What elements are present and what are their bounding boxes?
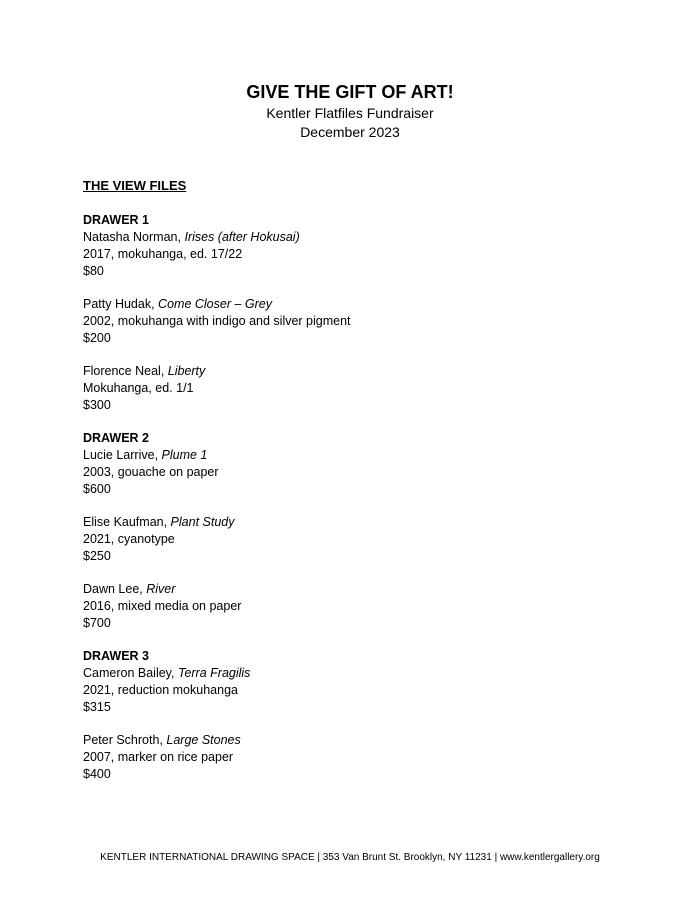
artwork-credit [83, 665, 643, 682]
drawer-2 [83, 430, 643, 632]
section-heading: THE VIEW FILES [83, 178, 187, 193]
artwork-title: River [146, 582, 176, 596]
artwork-title: Large Stones [166, 733, 241, 747]
artwork-title: Irises (after Hokusai) [184, 230, 300, 244]
artist-name: Elise Kaufman, [83, 515, 171, 529]
page-footer: KENTLER INTERNATIONAL DRAWING SPACE | 353 Van Brunt St. Brooklyn, NY 11231 | www.kentlergallery.org [100, 852, 600, 863]
artwork-entry [83, 581, 643, 632]
artwork-price: $250 [83, 549, 111, 563]
artwork-price: $315 [83, 700, 111, 714]
artwork-details: 2003, gouache on paper [83, 465, 219, 479]
artist-name: Florence Neal, [83, 364, 168, 378]
artwork-credit [83, 447, 643, 464]
artwork-entry [83, 363, 643, 414]
artwork-entry [83, 229, 643, 280]
artwork-credit [83, 732, 643, 749]
drawer-1 [83, 212, 643, 414]
artwork-price: $700 [83, 616, 111, 630]
artwork-entry [83, 665, 643, 716]
artwork-credit [83, 514, 643, 531]
page-subtitle: Kentler Flatfiles Fundraiser [266, 105, 434, 121]
artwork-title: Come Closer – Grey [158, 297, 272, 311]
artwork-entry [83, 732, 643, 783]
artwork-entry [83, 447, 643, 498]
artwork-details: 2016, mixed media on paper [83, 599, 242, 613]
drawer-label: DRAWER 2 [83, 431, 149, 445]
artwork-details: Mokuhanga, ed. 1/1 [83, 381, 194, 395]
drawer-label: DRAWER 3 [83, 649, 149, 663]
artist-name: Dawn Lee, [83, 582, 147, 596]
artwork-credit [83, 229, 643, 246]
artwork-price: $200 [83, 331, 111, 345]
artwork-entry [83, 296, 643, 347]
artwork-price: $600 [83, 482, 111, 496]
artwork-price: $80 [83, 264, 104, 278]
artwork-details: 2007, marker on rice paper [83, 750, 234, 764]
artwork-entry [83, 514, 643, 565]
document-body [83, 177, 643, 799]
page-title: GIVE THE GIFT OF ART! [246, 82, 454, 102]
page-date: December 2023 [300, 124, 400, 140]
artwork-details: 2002, mokuhanga with indigo and silver pigment [83, 314, 351, 328]
artwork-details: 2021, cyanotype [83, 532, 175, 546]
artist-name: Lucie Larrive, [83, 448, 162, 462]
artwork-credit [83, 581, 643, 598]
artwork-price: $400 [83, 767, 111, 781]
document-header [0, 80, 700, 142]
drawer-3 [83, 648, 643, 783]
artist-name: Peter Schroth, [83, 733, 167, 747]
artist-name: Natasha Norman, [83, 230, 185, 244]
artwork-title: Plant Study [170, 515, 235, 529]
artwork-title: Plume 1 [161, 448, 208, 462]
artwork-credit [83, 363, 643, 380]
artwork-title: Liberty [167, 364, 206, 378]
drawer-label: DRAWER 1 [83, 213, 149, 227]
artist-name: Patty Hudak, [83, 297, 159, 311]
artwork-details: 2017, mokuhanga, ed. 17/22 [83, 247, 243, 261]
artwork-details: 2021, reduction mokuhanga [83, 683, 238, 697]
artist-name: Cameron Bailey, [83, 666, 178, 680]
artwork-credit [83, 296, 643, 313]
artwork-price: $300 [83, 398, 111, 412]
artwork-title: Terra Fragilis [177, 666, 251, 680]
